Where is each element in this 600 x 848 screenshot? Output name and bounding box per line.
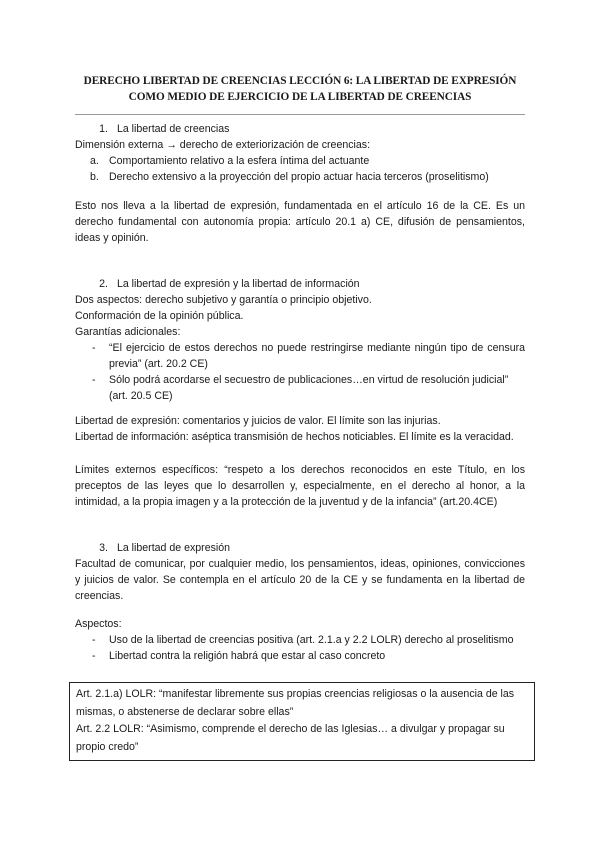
list-item-text: Comportamiento relativo a la esfera íntima del actuante xyxy=(109,155,370,167)
list-marker: a. xyxy=(90,155,99,167)
lolr-quote-box xyxy=(69,682,535,761)
section-2-line-2: Conformación de la opinión pública. xyxy=(75,310,244,322)
list-item-text: Libertad contra la religión habrá que estar al caso concreto xyxy=(109,650,386,662)
section-2-heading-text: La libertad de expresión y la libertad de información xyxy=(116,278,360,290)
section-1-heading-text: La libertad de creencias xyxy=(116,123,230,135)
list-item xyxy=(75,372,525,404)
section-2-heading xyxy=(75,276,525,292)
section-2-definitions xyxy=(75,413,525,445)
section-1-paragraph: Esto nos lleva a la libertad de expresión, fundamentada en el artículo 16 de la CE. Es un derecho fundamental con autonomía propia: artículo 20.1 a) CE, difusión de pensamientos, ideas y opinión. xyxy=(75,200,525,244)
list-item xyxy=(75,340,525,372)
list-item-text: “El ejercicio de estos derechos no puede restringirse mediante ningún tipo de censura previa” (art. 20.2 CE) xyxy=(109,342,525,370)
libertad-informacion-line: Libertad de información: aséptica transmisión de hechos noticiables. El límite es la veracidad. xyxy=(75,431,514,443)
section-3-aspectos xyxy=(75,616,525,664)
section-3-paragraph: Facultad de comunicar, por cualquier medio, los pensamientos, ideas, opiniones, convicciones y juicios de valor. Se contempla en el artículo 20 de la CE y se fundamenta en la libertad de creencias. xyxy=(75,558,525,602)
title-line-2: COMO MEDIO DE EJERCICIO DE LA LIBERTAD DE CREENCIAS xyxy=(128,91,472,103)
list-item xyxy=(75,648,525,664)
list-item-text: Derecho extensivo a la proyección del propio actuar hacia terceros (proselitismo) xyxy=(109,171,489,183)
section-1-heading xyxy=(75,121,525,137)
list-item-text: Uso de la libertad de creencias positiva (art. 2.1.a y 2.2 LOLR) derecho al proselitismo xyxy=(109,634,514,646)
quote-box-line-2: Art. 2.2 LOLR: “Asimismo, comprende el derecho de las Iglesias… a divulgar y propagar su propio credo” xyxy=(76,723,505,753)
list-marker: - xyxy=(92,374,96,386)
title-divider xyxy=(75,114,525,115)
section-2-line-1: Dos aspectos: derecho subjetivo y garantía o principio objetivo. xyxy=(75,294,372,306)
section-3 xyxy=(75,540,525,604)
aspectos-label: Aspectos: xyxy=(75,618,122,630)
quote-box-line-1: Art. 2.1.a) LOLR: “manifestar libremente sus propias creencias religiosas o la ausencia de las mismas, o abstenerse de declarar sobre ellas” xyxy=(76,688,515,718)
title-line-1: DERECHO LIBERTAD DE CREENCIAS LECCIÓN 6: LA LIBERTAD DE EXPRESIÓN xyxy=(83,75,517,87)
section-2 xyxy=(75,276,525,404)
list-marker: - xyxy=(92,342,96,354)
libertad-expresion-line: Libertad de expresión: comentarios y juicios de valor. El límite son las injurias. xyxy=(75,415,441,427)
section-3-heading-text: La libertad de expresión xyxy=(116,542,231,554)
section-2-number: 2. xyxy=(99,278,108,290)
document-title xyxy=(75,73,525,105)
list-marker: b. xyxy=(90,171,99,183)
list-item xyxy=(75,169,525,185)
list-item xyxy=(75,632,525,648)
section-3-number: 3. xyxy=(99,542,108,554)
list-marker: - xyxy=(92,650,96,662)
section-1-intro: Dimensión externa → derecho de exteriorización de creencias: xyxy=(75,139,371,151)
section-2-line-3: Garantías adicionales: xyxy=(75,326,181,338)
section-3-heading xyxy=(75,540,525,556)
list-item xyxy=(75,153,525,169)
list-marker: - xyxy=(92,634,96,646)
section-1 xyxy=(75,121,525,185)
list-item-text: Sólo podrá acordarse el secuestro de publicaciones…en virtud de resolución judicial” (art. 20.5 CE) xyxy=(109,374,509,402)
section-1-number: 1. xyxy=(99,123,108,135)
section-2-limites: Límites externos específicos: “respeto a los derechos reconocidos en este Título, en los preceptos de las leyes que lo desarrollen y, especialmente, en el derecho al honor, a la intimidad, a la propia imagen y a la protección de la juventud y de la infancia” (art.20.4CE) xyxy=(75,464,525,508)
